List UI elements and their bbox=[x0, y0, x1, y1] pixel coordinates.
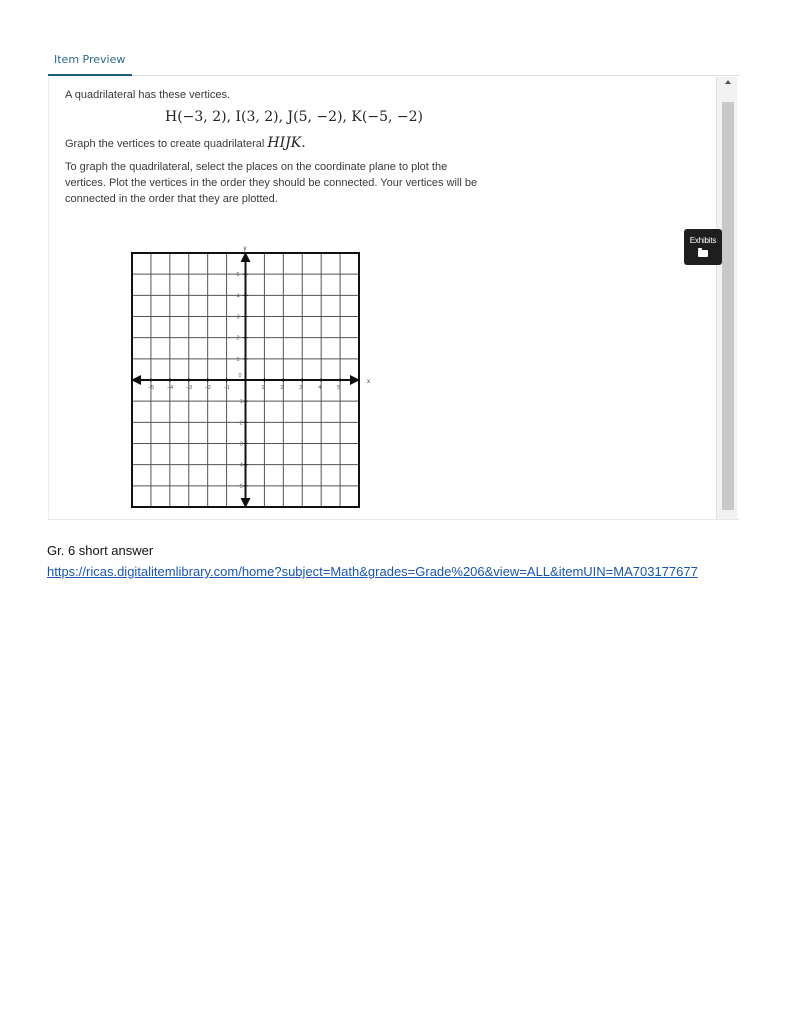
quadrilateral-name: HIJK. bbox=[267, 135, 306, 151]
item-caption: Gr. 6 short answer bbox=[47, 543, 154, 558]
exhibits-button[interactable] bbox=[684, 229, 722, 265]
question-instruction bbox=[65, 135, 306, 152]
y-tick-label: 4 bbox=[236, 293, 240, 300]
scroll-up-arrow-icon[interactable] bbox=[725, 80, 731, 84]
vertices-list: H(−3, 2), I(3, 2), J(5, −2), K(−5, −2) bbox=[165, 109, 423, 125]
x-tick-label: −3 bbox=[185, 385, 193, 391]
y-tick-label: −4 bbox=[236, 462, 243, 469]
tab-divider bbox=[132, 75, 740, 76]
tab-label: Item Preview bbox=[54, 53, 126, 66]
y-tick-label: −2 bbox=[236, 420, 243, 427]
item-link[interactable]: https://ricas.digitalitemlibrary.com/home?subject=Math&grades=Grade%206&view=ALL&itemUIN=MA703177677 bbox=[47, 564, 698, 579]
directions-line: To graph the quadrilateral, select the places on the coordinate plane to plot the bbox=[65, 161, 448, 173]
scrollbar-thumb[interactable] bbox=[722, 102, 734, 510]
x-tick-label: 5 bbox=[337, 385, 341, 391]
question-intro: A quadrilateral has these vertices. bbox=[65, 89, 231, 101]
x-tick-label: 1 bbox=[261, 385, 265, 391]
y-tick-label: −1 bbox=[236, 399, 243, 406]
y-tick-label: 1 bbox=[236, 356, 240, 363]
x-tick-label: −5 bbox=[147, 385, 155, 391]
y-tick-label: 2 bbox=[236, 335, 240, 342]
coordinate-plane[interactable] bbox=[105, 243, 385, 518]
x-tick-label: −4 bbox=[166, 385, 174, 391]
x-tick-label: 2 bbox=[280, 385, 284, 391]
x-axis-label: x bbox=[367, 379, 370, 385]
directions-line: vertices. Plot the vertices in the order they should be connected. Your vertices will be bbox=[65, 177, 478, 189]
directions-line: connected in the order that they are plotted. bbox=[65, 193, 278, 205]
y-tick-label: 5 bbox=[236, 272, 240, 279]
y-tick-label: −5 bbox=[236, 483, 243, 490]
instruction-text: Graph the vertices to create quadrilateral bbox=[65, 138, 268, 150]
coordinate-plane-wrap[interactable] bbox=[105, 243, 385, 520]
tab-item-preview[interactable] bbox=[48, 50, 132, 76]
y-axis-label: y bbox=[243, 246, 247, 252]
origin-label: 0 bbox=[238, 373, 242, 379]
y-tick-label: 3 bbox=[236, 314, 240, 321]
question-directions bbox=[65, 159, 505, 207]
folder-icon bbox=[698, 250, 708, 257]
x-tick-label: 3 bbox=[299, 385, 303, 391]
y-tick-label: −3 bbox=[236, 441, 243, 448]
x-tick-label: −2 bbox=[204, 385, 211, 391]
exhibits-label: Exhibits bbox=[689, 236, 717, 245]
item-preview-panel bbox=[48, 77, 739, 520]
x-tick-label: 4 bbox=[318, 385, 322, 391]
x-tick-label: −1 bbox=[223, 385, 230, 391]
